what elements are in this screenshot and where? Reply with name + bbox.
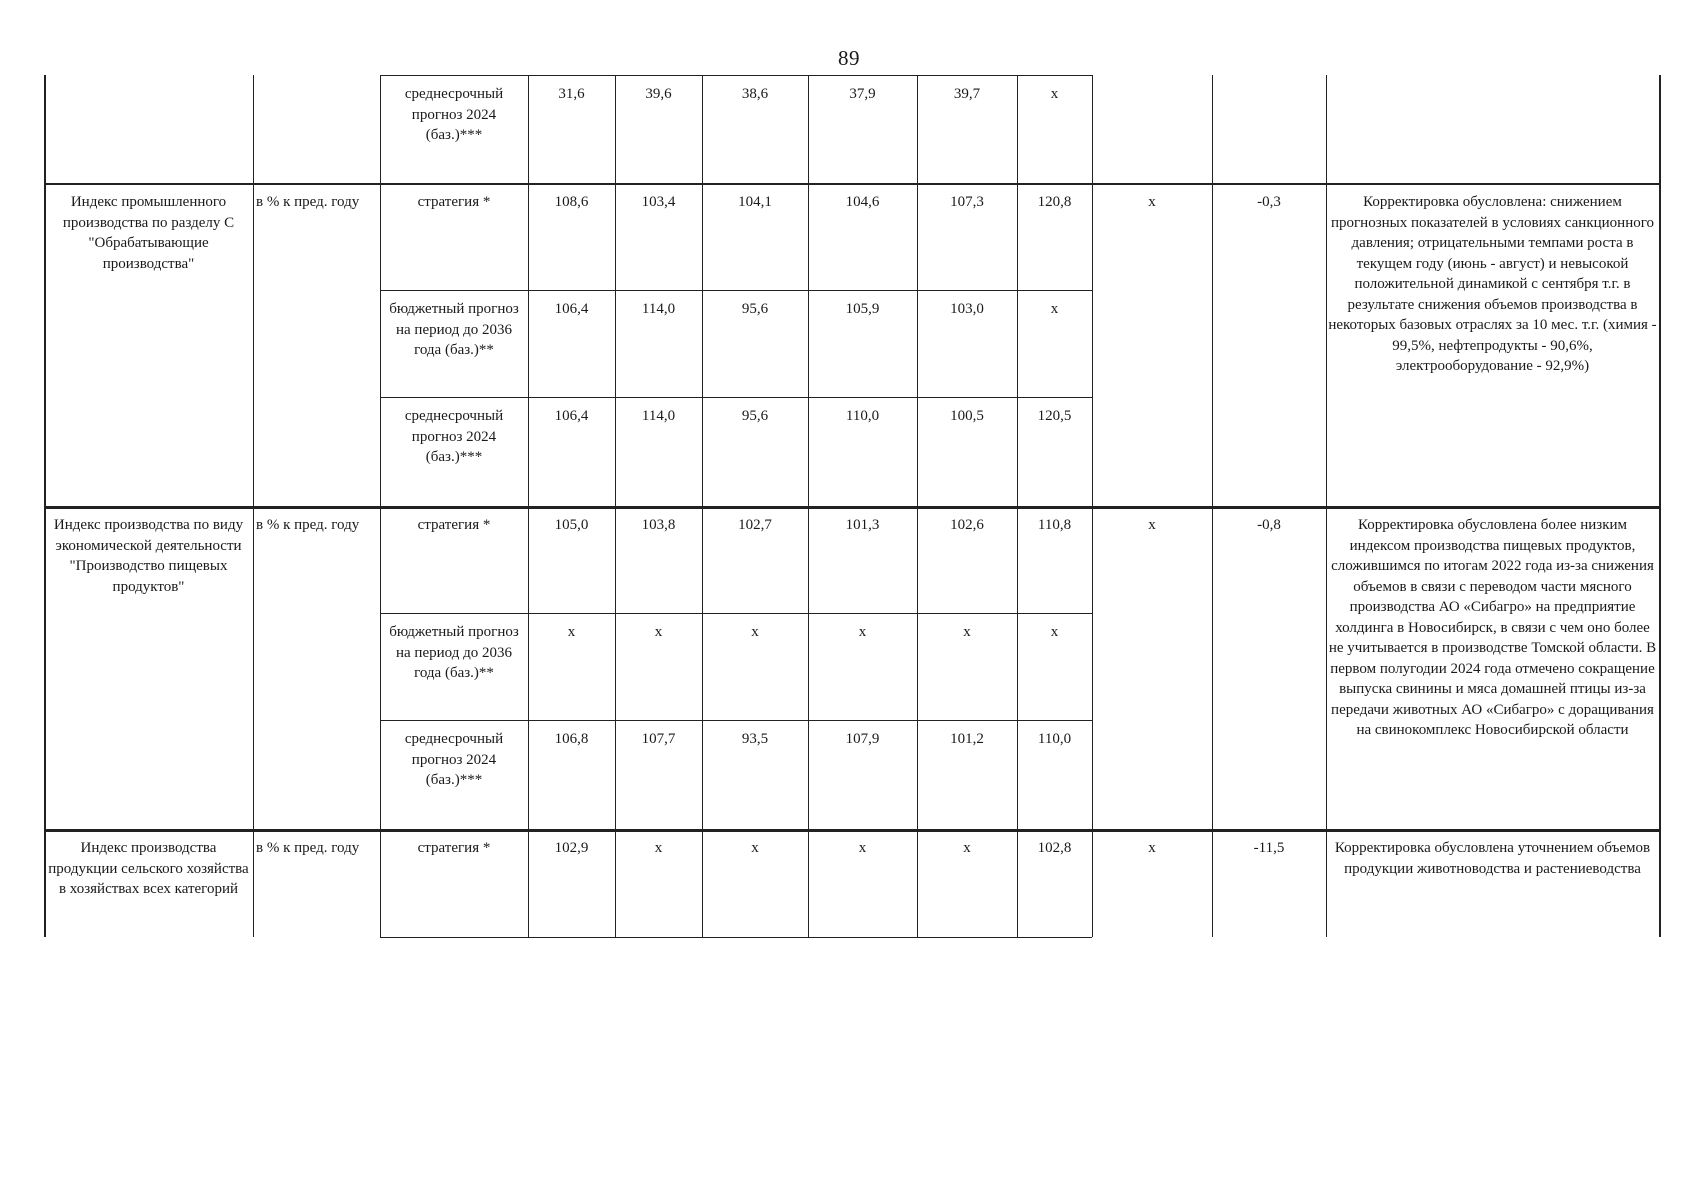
forecast-name: среднесрочный прогноз 2024 (баз.)*** <box>404 86 504 143</box>
forecast-value: x <box>751 840 759 856</box>
table-rule <box>380 397 1092 398</box>
forecast-value: 106,8 <box>554 731 589 747</box>
forecast-value: 102,8 <box>1037 840 1072 856</box>
forecast-value: 103,4 <box>641 194 676 210</box>
page-number: 89 <box>838 46 860 70</box>
forecast-value: 110,0 <box>1037 731 1072 747</box>
table-rule <box>44 183 1659 185</box>
forecast-value: 38,6 <box>741 86 769 102</box>
forecast-value: x <box>567 624 576 640</box>
forecast-name: стратегия * <box>417 517 491 533</box>
forecast-value: x <box>858 840 867 856</box>
forecast-value: 105,9 <box>845 301 880 317</box>
forecast-value: 107,3 <box>950 194 984 210</box>
forecast-value: 106,4 <box>554 408 589 424</box>
table-rule <box>380 937 1092 938</box>
indicator-name: Индекс производства продукции сельского хозяйства в хозяйствах всех категорий <box>48 840 249 897</box>
table-rule <box>253 75 254 937</box>
difference-value: -0,3 <box>1257 194 1281 210</box>
forecast-value: 37,9 <box>849 86 876 102</box>
change-value: x <box>1148 194 1156 210</box>
unit-label: в % к пред. году <box>256 194 360 210</box>
forecast-value: 105,0 <box>554 517 589 533</box>
table-rule <box>380 290 1092 291</box>
forecast-value: 102,7 <box>738 517 772 533</box>
forecast-value: 95,6 <box>741 408 769 424</box>
table-rule <box>44 506 1659 509</box>
difference-value: -11,5 <box>1253 840 1285 856</box>
forecast-value: x <box>1050 301 1059 317</box>
unit-label: в % к пред. году <box>256 840 360 856</box>
forecast-value: 120,5 <box>1037 408 1072 424</box>
forecast-value: 110,0 <box>845 408 880 424</box>
forecast-name: среднесрочный прогноз 2024 (баз.)*** <box>404 731 504 788</box>
change-value: x <box>1148 517 1156 533</box>
forecast-value: 110,8 <box>1037 517 1072 533</box>
table-rule <box>380 75 1092 76</box>
forecast-value: 101,2 <box>950 731 984 747</box>
forecast-value: x <box>1050 624 1059 640</box>
table-rule <box>44 829 1659 832</box>
difference-value: -0,8 <box>1257 517 1281 533</box>
forecast-value: 31,6 <box>558 86 585 102</box>
forecast-value: x <box>1050 86 1059 102</box>
forecast-value: 102,9 <box>554 840 589 856</box>
comment-text: Корректировка обусловлена уточнением объемов продукции животноводства и растениеводства <box>1334 840 1651 877</box>
forecast-value: x <box>751 624 759 640</box>
table-rule <box>380 75 381 937</box>
forecast-value: 108,6 <box>554 194 589 210</box>
forecast-name: бюджетный прогноз на период до 2036 года (баз.)** <box>389 301 519 358</box>
forecast-value: 104,1 <box>738 194 772 210</box>
comment-text: Корректировка обусловлена более низким индексом производства пищевых продуктов, сложившимся по итогам 2022 года из-за снижения объемов в связи с переводом части мясного производства АО «Сибагро» на предприятие холдинга в Новосибирск, в связи с чем оно более не учитывается в производстве Томской области. В первом полугодии 2024 года отмечено сокращение выпуска свинины и мяса домашней птицы из-за передачи животных АО «Сибагро» с доращивания на свинокомплекс Новосибирской области <box>1328 517 1657 738</box>
change-value: x <box>1148 840 1156 856</box>
forecast-value: 102,6 <box>950 517 984 533</box>
forecast-value: 95,6 <box>741 301 769 317</box>
table-rule <box>380 720 1092 721</box>
table-rule <box>380 613 1092 614</box>
forecast-value: 103,8 <box>641 517 676 533</box>
forecast-value: x <box>654 624 663 640</box>
forecast-value: 114,0 <box>641 408 676 424</box>
forecast-value: 103,0 <box>950 301 984 317</box>
forecast-value: 39,6 <box>645 86 672 102</box>
forecast-value: 104,6 <box>845 194 880 210</box>
unit-label: в % к пред. году <box>256 517 360 533</box>
forecast-value: x <box>654 840 663 856</box>
forecast-value: 120,8 <box>1037 194 1072 210</box>
forecast-name: стратегия * <box>417 840 491 856</box>
forecast-value: x <box>963 840 971 856</box>
forecast-name: бюджетный прогноз на период до 2036 года (баз.)** <box>389 624 519 681</box>
indicator-name: Индекс производства по виду экономической деятельности "Производство пищевых продуктов" <box>53 517 244 595</box>
forecast-name: среднесрочный прогноз 2024 (баз.)*** <box>404 408 504 465</box>
forecast-value: x <box>858 624 867 640</box>
comment-text: Корректировка обусловлена: снижением прогнозных показателей в условиях санкционного давления; отрицательными темпами роста в текущем году (июнь - август) и невысокой положительной динамикой с сентября т.г. в результате снижения объемов производства в некоторых базовых отраслях за 10 мес. т.г. (химия - 99,5%, нефтепродукты - 90,6%, электрооборудование - 92,9%) <box>1328 194 1657 374</box>
table-rule <box>1659 75 1661 937</box>
forecast-value: 114,0 <box>641 301 676 317</box>
forecast-value: x <box>963 624 971 640</box>
forecast-value: 106,4 <box>554 301 589 317</box>
forecast-value: 107,9 <box>845 731 880 747</box>
forecast-value: 93,5 <box>741 731 769 747</box>
forecast-value: 100,5 <box>950 408 984 424</box>
forecast-name: стратегия * <box>417 194 491 210</box>
forecast-value: 101,3 <box>845 517 880 533</box>
table-rule <box>1326 75 1327 937</box>
indicator-name: Индекс промышленного производства по разделу С "Обрабатывающие производства" <box>62 194 235 272</box>
forecast-value: 39,7 <box>953 86 981 102</box>
forecast-value: 107,7 <box>641 731 676 747</box>
